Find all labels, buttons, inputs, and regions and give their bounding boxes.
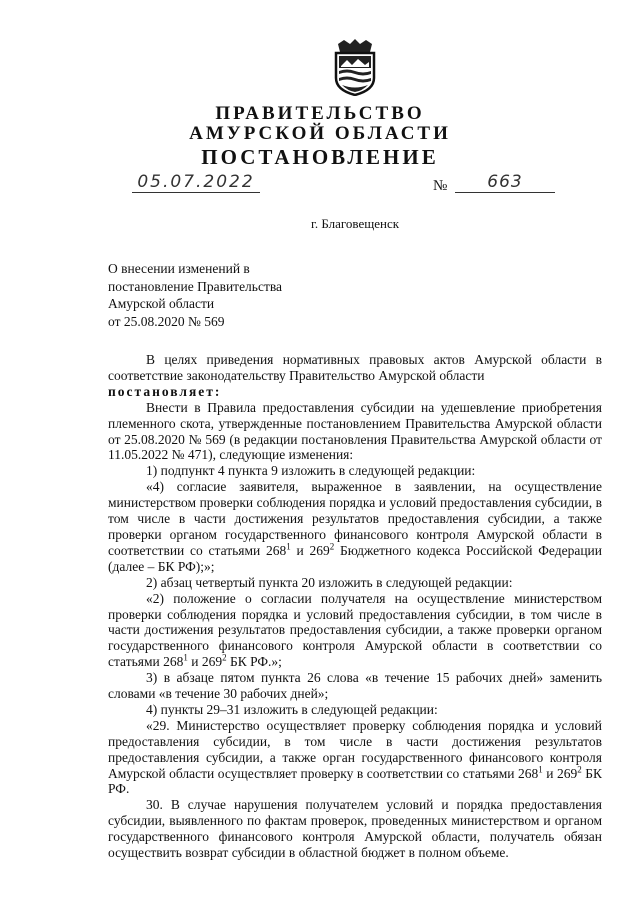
- intro-paragraph: В целях приведения нормативных правовых актов Амурской области в соответствие законодательству Правительство Амурской области: [108, 352, 602, 383]
- subject-line: Амурской области: [108, 296, 215, 311]
- paragraph: 1) подпункт 4 пункта 9 изложить в следующей редакции:: [146, 463, 476, 479]
- org-title-line2: АМУРСКОЙ ОБЛАСТИ: [189, 123, 451, 144]
- paragraph: 4) пункты 29–31 изложить в следующей редакции:: [146, 701, 438, 717]
- city-line: г. Благовещенск: [310, 216, 400, 231]
- document-number: 663: [455, 172, 555, 193]
- subject-line: от 25.08.2020 № 569: [108, 313, 225, 329]
- org-title-line1: ПРАВИТЕЛЬСТВО: [215, 103, 425, 124]
- paragraph: 2) абзац четвертый пункта 20 изложить в следующей редакции:: [146, 574, 513, 590]
- quoted-paragraph: «4) согласие заявителя, выраженное в заявлении, на осуществление министерством проверки соблюдения порядка и условий предоставления субсидии, в том числе в части достижения результатов предоставления субсидии, а также проверки органом государственного финансового контроля Амурской области в соответствии со статьями $268^1$ и $269^2$ Бюджетного кодекса Российской Федерации (далее – БК РФ);»;: [108, 479, 602, 574]
- subject-line: постановление Правительства: [108, 278, 283, 294]
- resolves-label: постановляет:: [108, 383, 222, 399]
- subject-line: О внесении изменений в: [108, 261, 250, 276]
- document-date: 05.07.2022: [132, 172, 260, 193]
- document-body: [108, 352, 602, 861]
- quoted-paragraph: «2) положение о согласии получателя на осуществление министерством проверки соблюдения порядка и условий предоставления субсидии, в том числе в части достижения результатов предоставления субсидии, а также проверки органом государственного финансового контроля Амурской области в соответствии со статьями $268^1$ и $269^2$ БК РФ.»;: [108, 590, 602, 670]
- number-label: №: [433, 178, 448, 194]
- doc-type-title: ПОСТАНОВЛЕНИЕ: [201, 145, 439, 169]
- paragraph: 30. В случае нарушения получателем условий и порядка предоставления субсидии, выявленного по фактам проверок, проведенных министерством и органом государственного финансового контроля Амурской области, получатель обязан осуществить возврат субсидии в областной бюджет в полном объеме.: [108, 797, 602, 861]
- quoted-paragraph: «29. Министерство осуществляет проверку соблюдения порядка и условий предоставления субсидии, в том числе в части достижения результатов предоставления субсидии, а также орган государственного финансового контроля Амурской области осуществляет проверку в соответствии со статьями $268^1$ и $269^2$ БК РФ.: [108, 717, 602, 797]
- coat-of-arms-icon: [330, 38, 380, 96]
- paragraph: 3) в абзаце пятом пункта 26 слова «в течение 15 рабочих дней» заменить словами «в течение 30 рабочих дней»;: [108, 670, 602, 702]
- paragraph: Внести в Правила предоставления субсидии на удешевление приобретения племенного скота, утвержденные постановлением Правительства Амурской области от 25.08.2020 № 569 (в редакции постановления Правительства Амурской области от 11.05.2022 № 471), следующие изменения:: [108, 399, 602, 463]
- subject-block: [108, 260, 282, 330]
